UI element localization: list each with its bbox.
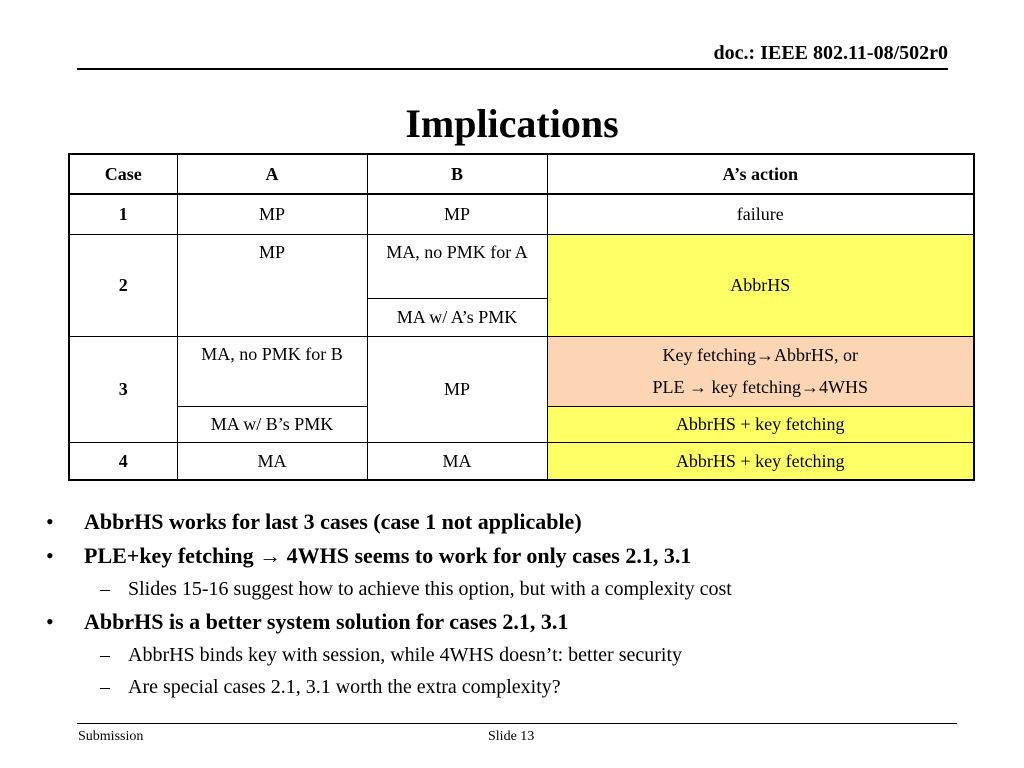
cell-action: failure [547,194,974,234]
header-divider [77,68,948,70]
cell-action-highlighted [547,336,974,406]
cell-case: 2 [69,234,177,336]
table-row [69,194,974,234]
sub-bullet-text: AbbrHS binds key with session, while 4WHS doesn’t: better security [128,644,683,666]
cell-b: MP [367,194,547,234]
cell-case: 1 [69,194,177,234]
cell-b: MA, no PMK for A [367,234,547,298]
arrow-icon: → [259,543,282,568]
cell-b: MA w/ A’s PMK [367,298,547,336]
bullet-text: AbbrHS works for last 3 cases (case 1 not applicable) [84,509,582,534]
cell-action-highlighted: AbbrHS [547,234,974,336]
document-id: doc.: IEEE 802.11-08/502r0 [713,42,948,64]
sub-bullet-text: Slides 15-16 suggest how to achieve this option, but with a complexity cost [128,578,732,600]
bullet-text: PLE+key fetching → 4WHS seems to work for only cases 2.1, 3.1 [84,543,692,568]
bullet-text: AbbrHS is a better system solution for cases 2.1, 3.1 [84,609,569,634]
action-line: Key fetching→AbbrHS, or [662,345,858,365]
bullet-item [46,505,986,539]
footer-slide-number: Slide 13 [488,729,535,744]
header-action: A’s action [547,154,974,194]
cell-a: MA w/ B’s PMK [177,406,367,442]
bullet-icon: • [46,543,54,568]
cell-a: MA, no PMK for B [177,336,367,406]
cell-action-highlighted: AbbrHS + key fetching [547,442,974,480]
dash-icon: – [100,578,110,600]
sub-bullet-text: Are special cases 2.1, 3.1 worth the extra complexity? [128,676,561,698]
bullet-icon: • [46,609,54,634]
cell-a: MP [177,234,367,336]
sub-bullet-item [46,573,986,605]
sub-bullet-item [46,671,986,703]
header-a: A [177,154,367,194]
cell-a: MA [177,442,367,480]
slide-title: Implications [405,101,619,146]
footer-divider [77,723,957,724]
table-row [69,442,974,480]
action-line: PLE → key fetching→4WHS [652,377,868,397]
bullet-icon: • [46,509,54,534]
header-case: Case [69,154,177,194]
implications-table [68,153,975,481]
cell-case: 3 [69,336,177,442]
table-row [69,336,974,406]
table-header-row [69,154,974,194]
bullet-item [46,605,986,639]
bullet-item [46,539,986,573]
arrow-icon: → [755,345,774,365]
dash-icon: – [100,644,110,666]
cell-b: MA [367,442,547,480]
cell-case: 4 [69,442,177,480]
cell-b: MP [367,336,547,442]
bullet-list [46,505,986,703]
arrow-icon: → [689,377,708,397]
table-row [69,234,974,298]
footer-submission: Submission [78,729,144,744]
dash-icon: – [100,676,110,698]
sub-bullet-item [46,639,986,671]
cell-a: MP [177,194,367,234]
arrow-icon: → [800,377,819,397]
header-b: B [367,154,547,194]
cell-action-highlighted: AbbrHS + key fetching [547,406,974,442]
